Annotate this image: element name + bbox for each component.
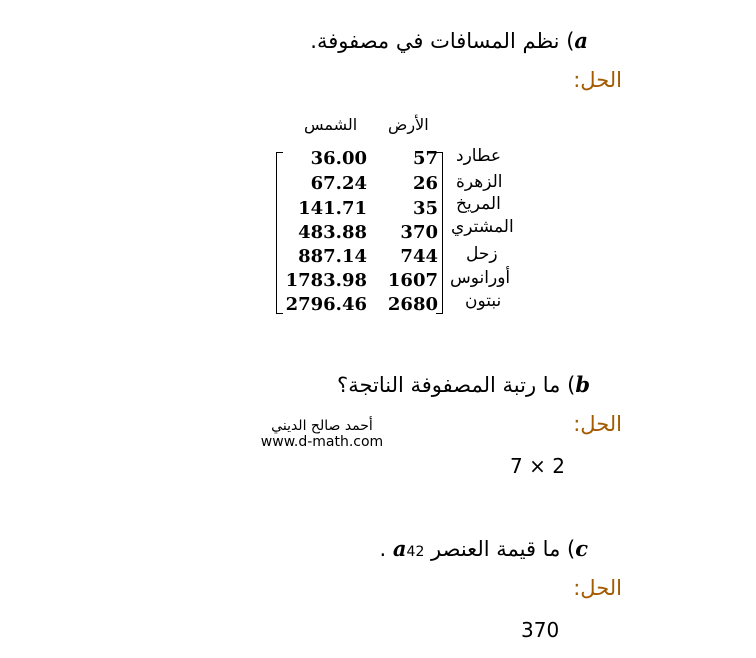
- question-b-letter: b: [575, 372, 590, 397]
- matrix-cell-earth: 1607: [387, 270, 438, 291]
- matrix-cell-sun: 2796.46: [285, 294, 367, 315]
- matrix-cell-sun: 36.00: [310, 148, 367, 169]
- author-website: www.d-math.com: [260, 434, 384, 450]
- question-a: a) نظم المسافات في مصفوفة.: [310, 28, 588, 53]
- question-a-letter: a: [574, 28, 588, 53]
- matrix-cell-earth: 57: [412, 148, 438, 169]
- matrix-cell-sun: 887.14: [298, 246, 367, 267]
- author-credit: [256, 418, 388, 450]
- question-c-letter: c: [575, 536, 588, 561]
- question-c-trailing: .: [379, 537, 387, 561]
- column-header-sun: الشمس: [304, 115, 358, 134]
- matrix-cell-earth: 26: [412, 173, 438, 194]
- matrix-cell-earth: 2680: [387, 294, 438, 315]
- question-a-text: نظم المسافات في مصفوفة.: [310, 29, 560, 53]
- question-c-text: ما قيمة العنصر: [431, 537, 561, 561]
- element-subscript: 42: [406, 544, 425, 560]
- question-c: c) ما قيمة العنصر a42 .: [379, 536, 588, 561]
- solution-label-b: الحل:: [573, 412, 622, 436]
- solution-label-a: الحل:: [573, 68, 622, 92]
- matrix-cell-earth: 370: [400, 222, 438, 243]
- planet-label: زحل: [466, 244, 498, 264]
- answer-b: 7 × 2: [510, 454, 565, 478]
- column-header-earth: الأرض: [388, 115, 429, 134]
- planet-label: عطارد: [456, 146, 502, 166]
- matrix-cell-sun: 67.24: [310, 173, 367, 194]
- matrix-cell-earth: 744: [400, 246, 438, 267]
- question-b-text: ما رتبة المصفوفة الناتجة؟: [337, 373, 561, 397]
- author-name: أحمد صالح الديني: [271, 418, 373, 434]
- matrix-cell-earth: 35: [412, 198, 438, 219]
- matrix-cell-sun: 483.88: [298, 222, 367, 243]
- solution-label-c: الحل:: [573, 576, 622, 600]
- planet-label: أورانوس: [450, 268, 511, 288]
- element-symbol: a42: [392, 536, 425, 561]
- matrix-cell-sun: 1783.98: [285, 270, 367, 291]
- matrix-cell-sun: 141.71: [298, 198, 367, 219]
- planet-label: نبتون: [465, 291, 502, 311]
- planet-label: الزهرة: [456, 172, 503, 192]
- matrix-left-bracket: [276, 152, 283, 314]
- answer-c: 370: [521, 618, 560, 642]
- question-b: b) ما رتبة المصفوفة الناتجة؟: [337, 372, 590, 397]
- planet-label: المشتري: [451, 217, 514, 237]
- planet-label: المريخ: [456, 194, 501, 214]
